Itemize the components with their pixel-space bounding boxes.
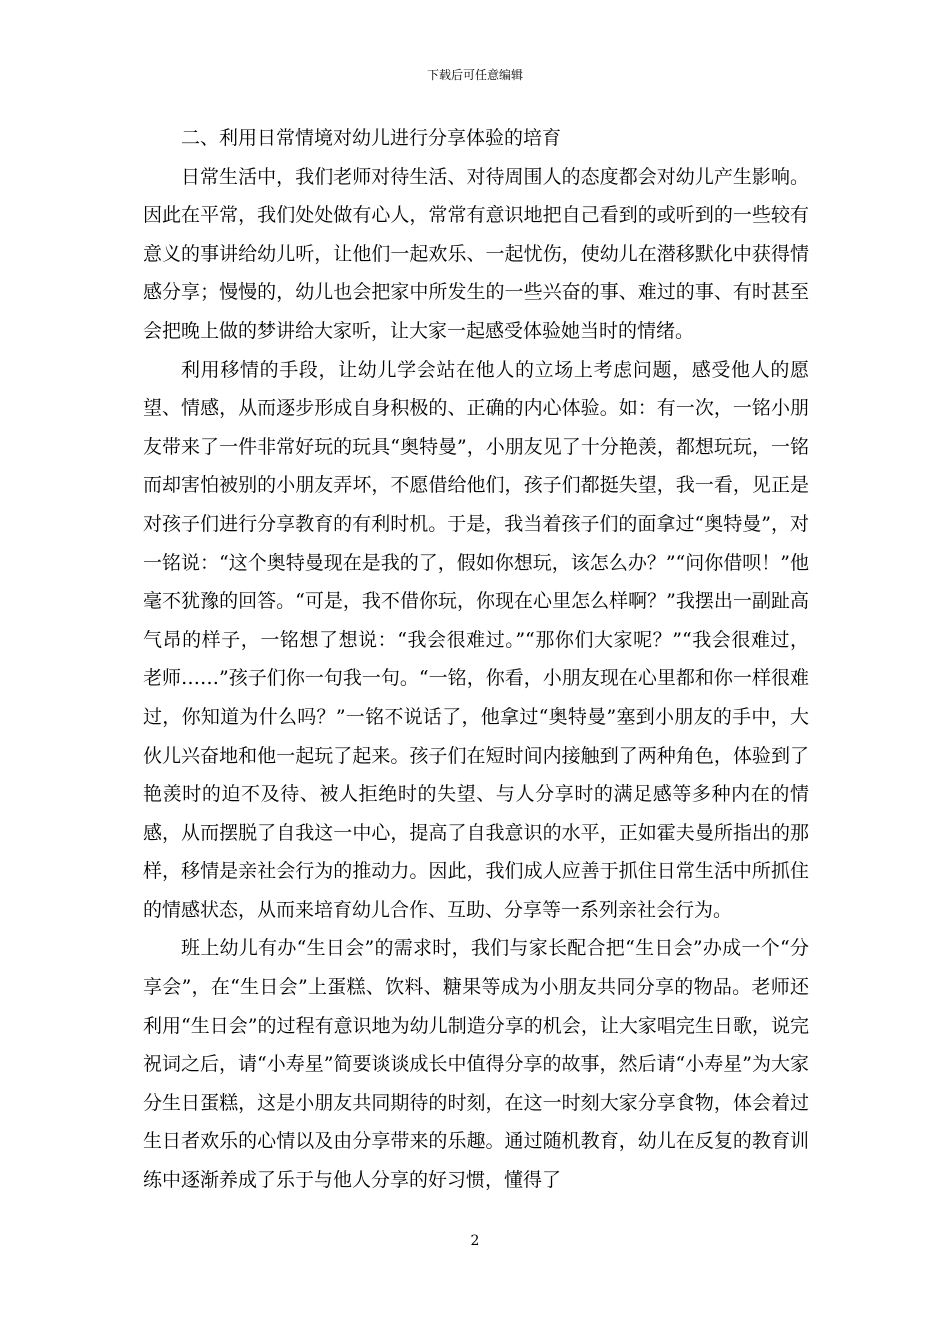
paragraph-daily-life: 日常生活中，我们老师对待生活、对待周围人的态度都会对幼儿产生影响。因此在平常，我们处处做有心人，常常有意识地把自己看到的或听到的一些较有意义的事讲给幼儿听，让他们一起欢乐、一起忧伤，使幼儿在潜移默化中获得情感分享；慢慢的，幼儿也会把家中所发生的一些兴奋的事、难过的事、有时甚至会把晚上做的梦讲给大家听，让大家一起感受体验她当时的情绪。 xyxy=(143,165,809,342)
section-heading: 二、利用日常情境对幼儿进行分享体验的培育 xyxy=(181,127,562,149)
document-body xyxy=(143,119,809,1200)
paragraph-birthday-party: 班上幼儿有办“生日会”的需求时，我们与家长配合把“生日会”办成一个“分享会”，在“生日会”上蛋糕、饮料、糖果等成为小朋友共同分享的物品。老师还利用“生日会”的过程有意识地为幼儿制造分享的机会，让大家唱完生日歌，说完祝词之后，请“小寿星”简要谈谈成长中值得分享的故事，然后请“小寿星”为大家分生日蛋糕，这是小朋友共同期待的时刻，在这一时刻大家分享食物，体会着过生日者欢乐的心情以及由分享带来的乐趣。通过随机教育，幼儿在反复的教育训练中逐渐养成了乐于与他人分享的好习惯，懂得了 xyxy=(143,937,809,1192)
paragraph-empathy: 利用移情的手段，让幼儿学会站在他人的立场上考虑问题，感受他人的愿望、情感，从而逐步形成自身积极的、正确的内心体验。如：有一次，一铭小朋友带来了一件非常好玩的玩具“奥特曼”，小朋友见了十分艳羡，都想玩玩，一铭而却害怕被别的小朋友弄坏，不愿借给他们，孩子们都挺失望，我一看，见正是对孩子们进行分享教育的有利时机。于是，我当着孩子们的面拿过“奥特曼”，对一铭说：“这个奥特曼现在是我的了，假如你想玩，该怎么办？”“问你借呗！”他毫不犹豫的回答。“可是，我不借你玩，你现在心里怎么样啊？”我摆出一副趾高气昂的样子，一铭想了想说：“我会很难过。”“那你们大家呢？”“我会很难过，老师……”孩子们你一句我一句。“一铭，你看，小朋友现在心里都和你一样很难过，你知道为什么吗？”一铭不说话了，他拿过“奥特曼”塞到小朋友的手中，大伙儿兴奋地和他一起玩了起来。孩子们在短时间内接触到了两种角色，体验到了艳羡时的迫不及待、被人拒绝时的失望、与人分享时的满足感等多种内在的情感，从而摆脱了自我这一中心，提高了自我意识的水平，正如霍夫曼所指出的那样，移情是亲社会行为的推动力。因此，我们成人应善于抓住日常生活中所抓住的情感状态，从而来培育幼儿合作、互助、分享等一系列亲社会行为。 xyxy=(143,358,809,921)
page-number: 2 xyxy=(470,1233,480,1249)
page-header: 下载后可任意编辑 xyxy=(426,68,523,82)
